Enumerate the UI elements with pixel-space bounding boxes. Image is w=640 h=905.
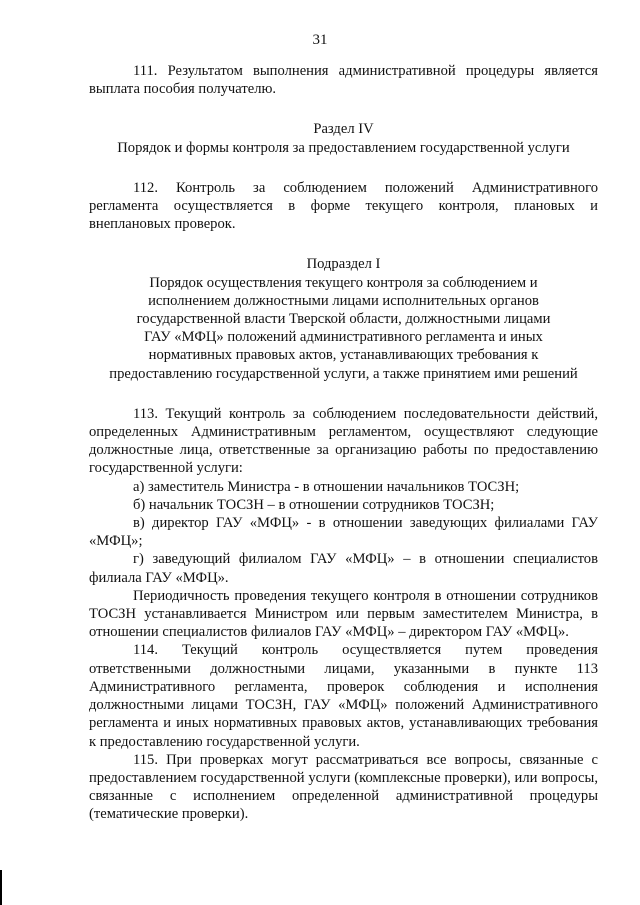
subsection-title-line: Порядок осуществления текущего контроля за соблюдением и: [149, 274, 538, 291]
subsection-heading: Подраздел I: [306, 256, 381, 273]
list-item: б) начальник ТОСЗН – в отношении сотрудников ТОСЗН;: [133, 496, 495, 513]
scan-edge-mark: [0, 870, 2, 905]
paragraph-115: 115. При проверках могут рассматриваться все вопросы, связанные с предоставлением государственной услуги (комплексные проверки), или вопросы, связанные с исполнением определенной административной процедуры (тематические проверки).: [89, 751, 598, 823]
page-number: 31: [312, 32, 328, 48]
paragraph-111: 111. Результатом выполнения административной процедуры является выплата пособия получателю.: [89, 63, 598, 98]
list-item: в) директор ГАУ «МФЦ» - в отношении заведующих филиалами ГАУ «МФЦ»;: [89, 515, 598, 550]
subsection-title-line: государственной власти Тверской области, должностными лицами: [136, 311, 551, 328]
paragraph-113: 113. Текущий контроль за соблюдением последовательности действий, определенных Административным регламентом, осуществляют следующие должностные лица, ответственные за организацию работы по предоставлению государственной услуги:: [89, 405, 598, 477]
subsection-title-line: ГАУ «МФЦ» положений административного регламента и иных: [144, 329, 543, 346]
list-item: г) заведующий филиалом ГАУ «МФЦ» – в отношении специалистов филиала ГАУ «МФЦ».: [89, 551, 598, 586]
section-heading: Раздел IV: [313, 121, 374, 138]
subsection-title-line: исполнением должностными лицами исполнительных органов: [148, 292, 539, 309]
subsection-title-line: предоставлению государственной услуги, а также принятием ими решений: [109, 365, 578, 382]
paragraph-112: 112. Контроль за соблюдением положений Административного регламента осуществляется в форме текущего контроля, плановых и внеплановых проверок.: [89, 179, 598, 233]
list-item: а) заместитель Министра - в отношении начальников ТОСЗН;: [133, 478, 520, 495]
page-content: [89, 62, 598, 824]
section-title: Порядок и формы контроля за предоставлением государственной услуги: [117, 139, 570, 156]
subsection-title-line: нормативных правовых актов, устанавливающих требования к: [148, 347, 539, 364]
paragraph-periodicity: Периодичность проведения текущего контроля в отношении сотрудников ТОСЗН устанавливается Министром или первым заместителем Министра, в отношении специалистов филиалов ГАУ «МФЦ» – директором ГАУ «МФЦ».: [89, 587, 598, 641]
paragraph-114: 114. Текущий контроль осуществляется путем проведения ответственными должностными лицами, указанными в пункте 113 Административного регламента, проверок соблюдения и исполнения должностными лицами ТОСЗН, ГАУ «МФЦ» положений Административного регламента и иных нормативных правовых актов, устанавливающих требования к предоставлению государственной услуги.: [89, 642, 598, 750]
subsection-title: [89, 274, 598, 383]
